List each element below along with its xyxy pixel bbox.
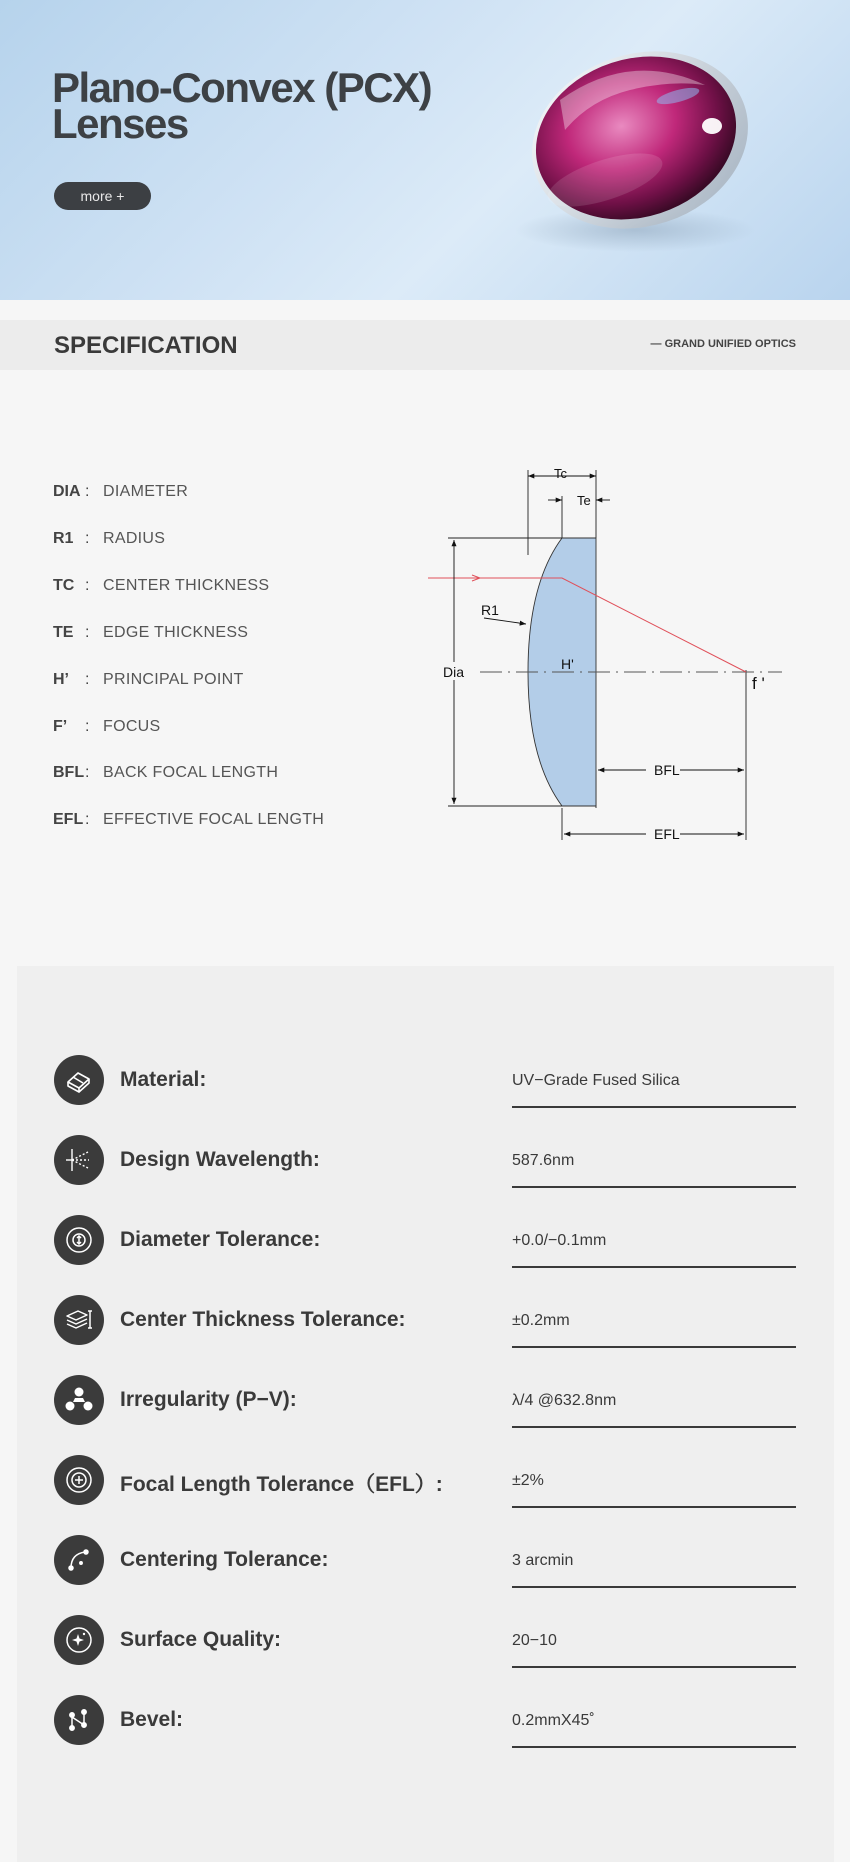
- property-row: [17, 1290, 834, 1370]
- property-value: 20−10: [512, 1632, 557, 1649]
- hero-banner: [0, 0, 850, 300]
- property-value: ±2%: [512, 1472, 544, 1489]
- property-value: λ/4 @632.8nm: [512, 1392, 617, 1409]
- property-row: [17, 1610, 834, 1690]
- property-row: [17, 1210, 834, 1290]
- legend-colon: :: [85, 624, 90, 641]
- property-underline: [512, 1426, 796, 1428]
- property-underline: [512, 1106, 796, 1108]
- efl-label: EFL: [654, 826, 680, 842]
- property-underline: [512, 1266, 796, 1268]
- property-row: [17, 1530, 834, 1610]
- wavelength-icon: [54, 1135, 104, 1185]
- property-label: Bevel:: [120, 1708, 184, 1731]
- legend-desc: PRINCIPAL POINT: [103, 671, 244, 688]
- legend-abbr: H’: [53, 671, 69, 688]
- legend-abbr: TC: [53, 577, 75, 594]
- brand-label: — GRAND UNIFIED OPTICS: [650, 338, 796, 350]
- property-value: UV−Grade Fused Silica: [512, 1072, 680, 1089]
- specification-header: [0, 320, 850, 370]
- property-label: Focal Length Tolerance（EFL）:: [120, 1473, 443, 1496]
- property-underline: [512, 1506, 796, 1508]
- tc-label: Tc: [554, 466, 567, 481]
- property-label: Diameter Tolerance:: [120, 1228, 321, 1251]
- irregularity-icon: [54, 1375, 104, 1425]
- property-row: [17, 1370, 834, 1450]
- property-label: Irregularity (P−V):: [120, 1388, 297, 1411]
- property-value: 3 arcmin: [512, 1552, 574, 1569]
- legend-colon: :: [85, 483, 90, 500]
- page-title: [52, 64, 432, 147]
- property-underline: [512, 1586, 796, 1588]
- property-row: [17, 1050, 834, 1130]
- property-value: ±0.2mm: [512, 1312, 570, 1329]
- focus-label: f ': [752, 674, 765, 693]
- legend-abbr: F’: [53, 718, 68, 735]
- property-label: Material:: [120, 1068, 207, 1091]
- property-label: Surface Quality:: [120, 1628, 282, 1651]
- lens-diagram: [420, 460, 800, 850]
- properties-panel: [17, 966, 834, 1862]
- legend-colon: :: [85, 671, 90, 688]
- property-label: Design Wavelength:: [120, 1148, 320, 1171]
- legend-colon: :: [85, 811, 90, 828]
- property-row: [17, 1130, 834, 1210]
- property-label: Centering Tolerance:: [120, 1548, 329, 1571]
- property-value: +0.0/−0.1mm: [512, 1232, 607, 1249]
- te-label: Te: [577, 493, 591, 508]
- bfl-label: BFL: [654, 762, 680, 778]
- legend-abbr: EFL: [53, 811, 84, 828]
- dia-label: Dia: [443, 664, 465, 680]
- legend-colon: :: [85, 718, 90, 735]
- legend-desc: FOCUS: [103, 718, 161, 735]
- property-underline: [512, 1666, 796, 1668]
- surface-quality-icon: [54, 1615, 104, 1665]
- legend-abbr: BFL: [53, 764, 85, 781]
- property-underline: [512, 1746, 796, 1748]
- property-value: 587.6nm: [512, 1152, 575, 1169]
- legend-abbr: R1: [53, 530, 74, 547]
- legend-colon: :: [85, 764, 90, 781]
- focal-length-icon: [54, 1455, 104, 1505]
- legend-abbr: TE: [53, 624, 74, 641]
- page-title-line-1: Plano-Convex (PCX): [52, 64, 432, 111]
- legend-desc: RADIUS: [103, 530, 166, 547]
- specification-title: SPECIFICATION: [54, 332, 238, 359]
- material-icon: [54, 1055, 104, 1105]
- thickness-icon: [54, 1295, 104, 1345]
- legend-desc: BACK FOCAL LENGTH: [103, 764, 279, 781]
- legend-abbr: DIA: [53, 483, 81, 500]
- property-value: 0.2mmX45˚: [512, 1712, 595, 1729]
- centering-icon: [54, 1535, 104, 1585]
- diameter-icon: [54, 1215, 104, 1265]
- lens-product-image: [490, 30, 770, 260]
- property-row: [17, 1450, 834, 1530]
- legend-desc: EFFECTIVE FOCAL LENGTH: [103, 811, 325, 828]
- legend-colon: :: [85, 577, 90, 594]
- principal-point-label: H': [561, 656, 574, 672]
- more-button[interactable]: more +: [54, 182, 151, 210]
- property-underline: [512, 1186, 796, 1188]
- property-label: Center Thickness Tolerance:: [120, 1308, 406, 1331]
- r1-label: R1: [481, 602, 499, 618]
- bevel-icon: [54, 1695, 104, 1745]
- property-row: [17, 1690, 834, 1770]
- property-underline: [512, 1346, 796, 1348]
- legend-colon: :: [85, 530, 90, 547]
- legend-desc: DIAMETER: [103, 483, 189, 500]
- page-title-line-2: Lenses: [52, 100, 188, 147]
- legend-desc: EDGE THICKNESS: [103, 624, 249, 641]
- legend-desc: CENTER THICKNESS: [103, 577, 270, 594]
